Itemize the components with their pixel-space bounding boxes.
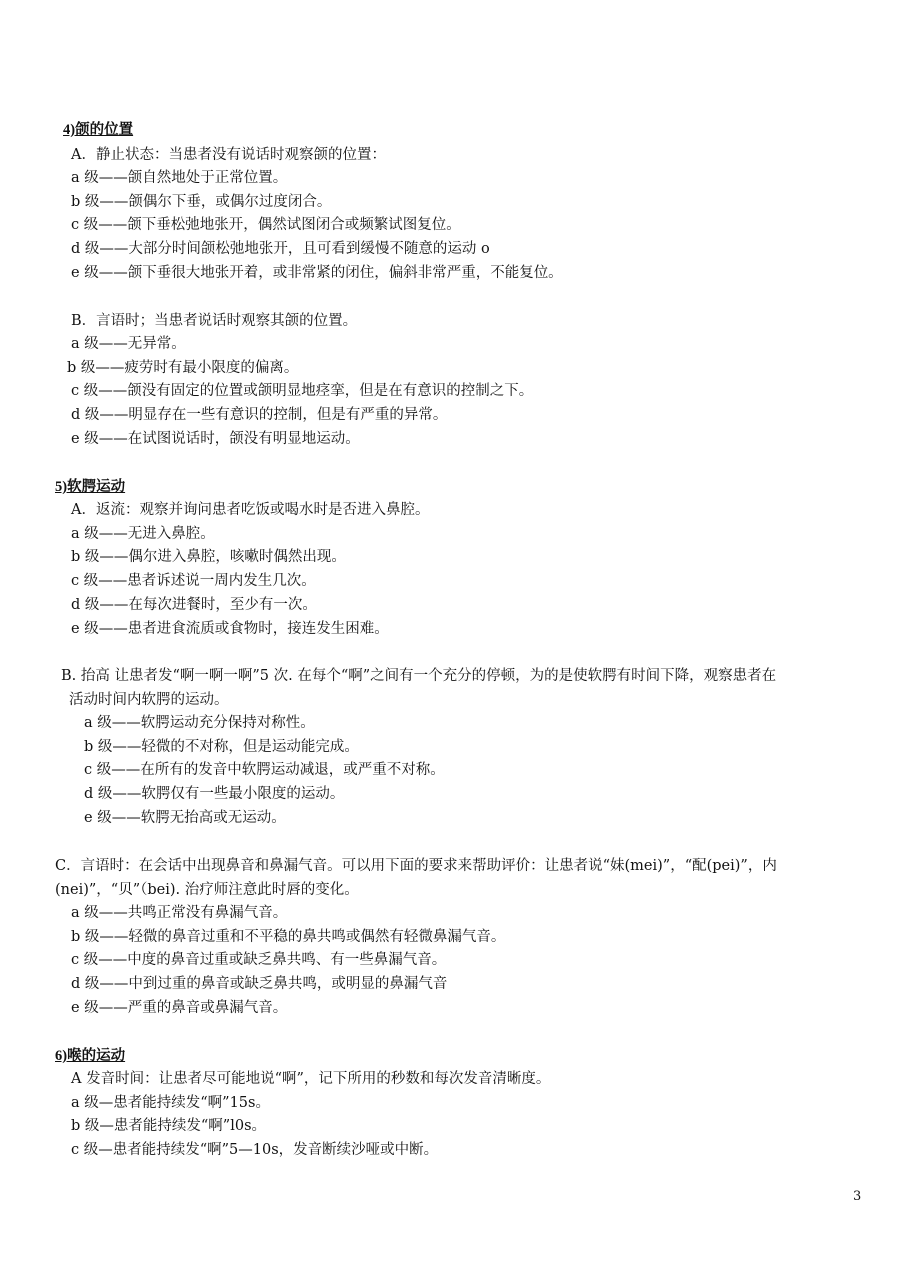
grade-item: b 级——轻微的不对称，但是运动能完成。 <box>84 739 359 755</box>
grade-item: a 级—患者能持续发“啊”15s。 <box>71 1095 270 1111</box>
grade-item: e 级——软腭无抬高或无运动。 <box>84 810 286 826</box>
grade-item: b 级——偶尔进入鼻腔，咳嗽时偶然出现。 <box>71 549 346 565</box>
section-heading-soft-palate: 5)软腭运动 <box>55 479 126 495</box>
grade-item: b 级——疲劳时有最小限度的偏离。 <box>67 360 299 376</box>
grade-item: a 级——颌自然地处于正常位置。 <box>71 170 288 186</box>
grade-item: b 级——颌偶尔下垂，或偶尔过度闭合。 <box>71 194 332 210</box>
grade-item: a 级——无进入鼻腔。 <box>71 526 215 542</box>
subsection-title-elevation: B. 抬高 让患者发“啊一啊一啊”5 次. 在每个“啊”之间有一个充分的停顿，为的是使软腭有时间下降，观察患者在 <box>61 668 777 684</box>
grade-item: d 级——软腭仅有一些最小限度的运动。 <box>84 786 345 802</box>
grade-item: d 级——大部分时间颌松弛地张开，且可看到缓慢不随意的运动 o <box>71 241 490 257</box>
section-heading-larynx: 6)喉的运动 <box>55 1048 126 1064</box>
grade-item: c 级—患者能持续发“啊”5—10s，发音断续沙哑或中断。 <box>71 1142 439 1158</box>
grade-item: c 级——颌没有固定的位置或颌明显地痉挛，但是在有意识的控制之下。 <box>71 383 534 399</box>
grade-item: e 级——严重的鼻音或鼻漏气音。 <box>71 1000 288 1016</box>
grade-item: b 级—患者能持续发“啊”l0s。 <box>71 1118 267 1134</box>
grade-item: e 级——颌下垂很大地张开着，或非常紧的闭住，偏斜非常严重，不能复位。 <box>71 265 563 281</box>
section-heading-jaw-position: 4)颌的位置 <box>63 122 134 138</box>
grade-item: c 级——在所有的发音中软腭运动减退，或严重不对称。 <box>84 762 445 778</box>
subsection-title-static: A．静止状态：当患者没有说话时观察颌的位置： <box>71 147 386 163</box>
subsection-title-reflux: A．返流：观察并询问患者吃饭或喝水时是否进入鼻腔。 <box>71 502 430 518</box>
grade-item: c 级——患者诉述说一周内发生几次。 <box>71 573 316 589</box>
grade-item: a 级——共鸣正常没有鼻漏气音。 <box>71 905 288 921</box>
grade-item: d 级——明显存在一些有意识的控制，但是有严重的异常。 <box>71 407 448 423</box>
grade-item: c 级——颌下垂松弛地张开，偶然试图闭合或频繁试图复位。 <box>71 217 461 233</box>
grade-item: a 级——软腭运动充分保持对称性。 <box>84 715 315 731</box>
subsection-title-elevation-cont: 活动时间内软腭的运动。 <box>69 692 229 708</box>
grade-item: e 级——在试图说话时，颌没有明显地运动。 <box>71 431 360 447</box>
grade-item: d 级——中到过重的鼻音或缺乏鼻共鸣，或明显的鼻漏气音 <box>71 976 448 992</box>
subsection-title-speech: B．言语时；当患者说话时观察其颌的位置。 <box>71 313 358 329</box>
grade-item: b 级——轻微的鼻音过重和不平稳的鼻共鸣或偶然有轻微鼻漏气音。 <box>71 929 506 945</box>
grade-item: e 级——患者进食流质或食物时，接连发生困难。 <box>71 621 389 637</box>
subsection-title-speech-nasal: C．言语时：在会话中出现鼻音和鼻漏气音。可以用下面的要求来帮助评价：让患者说“妹(mei)”，“配(pei)”，内 <box>55 858 777 874</box>
grade-item: d 级——在每次进餐时，至少有一次。 <box>71 597 317 613</box>
page-number: 3 <box>853 1189 862 1204</box>
grade-item: a 级——无异常。 <box>71 336 186 352</box>
subsection-title-speech-nasal-cont: (nei)”，“贝”（bei). 治疗师注意此时唇的变化。 <box>55 882 359 898</box>
subsection-title-phonation-time: A 发音时间：让患者尽可能地说“啊”，记下所用的秒数和每次发音清晰度。 <box>71 1071 551 1087</box>
grade-item: c 级——中度的鼻音过重或缺乏鼻共鸣、有一些鼻漏气音。 <box>71 952 447 968</box>
